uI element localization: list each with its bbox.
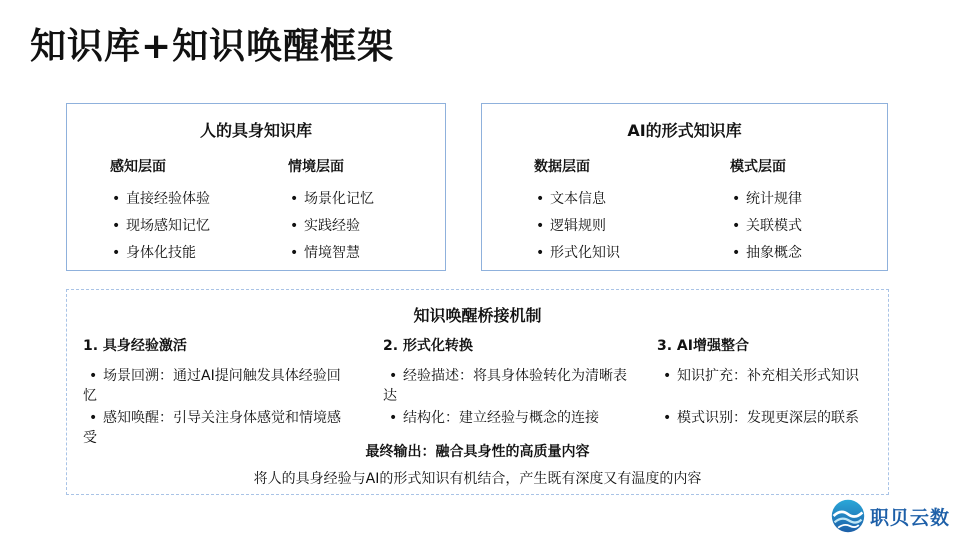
- formal-knowledge-box: [481, 103, 888, 271]
- brand-name: 职贝云数: [870, 506, 951, 529]
- item-text: 场景回溯：通过AI提问触发具体经验回忆: [83, 368, 341, 404]
- column-heading: 3. AI增强整合: [657, 338, 749, 354]
- list-item: • 现场感知记忆: [110, 213, 210, 240]
- item-text: 知识扩充：补充相关形式知识: [677, 368, 859, 384]
- item-text: 感知唤醒：引导关注身体感觉和情境感受: [83, 410, 341, 446]
- list-item: • 形式化知识: [534, 240, 620, 267]
- context-column: [288, 156, 374, 267]
- list-item: • 情境智慧: [288, 240, 374, 267]
- list-item: • 模式识别：发现更深层的联系: [663, 410, 859, 426]
- list-item: • 文本信息: [534, 186, 620, 213]
- column-heading: 数据层面: [534, 159, 590, 175]
- item-text: 结构化：建立经验与概念的连接: [403, 410, 599, 426]
- bridge-column-1: [83, 335, 353, 448]
- list-item: • 感知唤醒：引导关注身体感觉和情境感受: [83, 410, 341, 446]
- final-output-heading: 最终输出：融合具身性的高质量内容: [365, 444, 590, 460]
- bridge-mechanism-box: [66, 289, 889, 495]
- list-item: • 身体化技能: [110, 240, 210, 267]
- list-item: • 结构化：建立经验与概念的连接: [389, 410, 599, 426]
- column-heading: 模式层面: [730, 159, 786, 175]
- list-item: • 知识扩充：补充相关形式知识: [663, 368, 859, 384]
- data-column: [534, 156, 620, 267]
- box-title: AI的形式知识库: [627, 121, 742, 140]
- list-item: • 实践经验: [288, 213, 374, 240]
- column-heading: 感知层面: [110, 159, 166, 175]
- list-item: • 关联模式: [730, 213, 802, 240]
- wave-globe-icon: [830, 498, 866, 534]
- bridge-column-3: [657, 335, 887, 428]
- item-text: 模式识别：发现更深层的联系: [677, 410, 859, 426]
- list-item: • 统计规律: [730, 186, 802, 213]
- brand-logo: [830, 498, 950, 534]
- final-output-text: 将人的具身经验与AI的形式知识有机结合，产生既有深度又有温度的内容: [253, 471, 702, 487]
- box-title: 知识唤醒桥接机制: [413, 306, 542, 325]
- page-title: 知识库+知识唤醒框架: [30, 26, 395, 67]
- list-item: • 经验描述：将具身体验转化为清晰表达: [383, 368, 627, 404]
- bridge-column-2: [383, 335, 639, 428]
- perception-column: [110, 156, 210, 267]
- column-heading: 情境层面: [288, 159, 344, 175]
- column-heading: 1. 具身经验激活: [83, 338, 187, 354]
- list-item: • 抽象概念: [730, 240, 802, 267]
- list-item: • 场景化记忆: [288, 186, 374, 213]
- pattern-column: [730, 156, 802, 267]
- list-item: • 逻辑规则: [534, 213, 620, 240]
- embodied-knowledge-box: [66, 103, 446, 271]
- list-item: • 直接经验体验: [110, 186, 210, 213]
- list-item: • 场景回溯：通过AI提问触发具体经验回忆: [83, 368, 341, 404]
- item-text: 经验描述：将具身体验转化为清晰表达: [383, 368, 627, 404]
- column-heading: 2. 形式化转换: [383, 338, 473, 354]
- box-title: 人的具身知识库: [199, 121, 312, 140]
